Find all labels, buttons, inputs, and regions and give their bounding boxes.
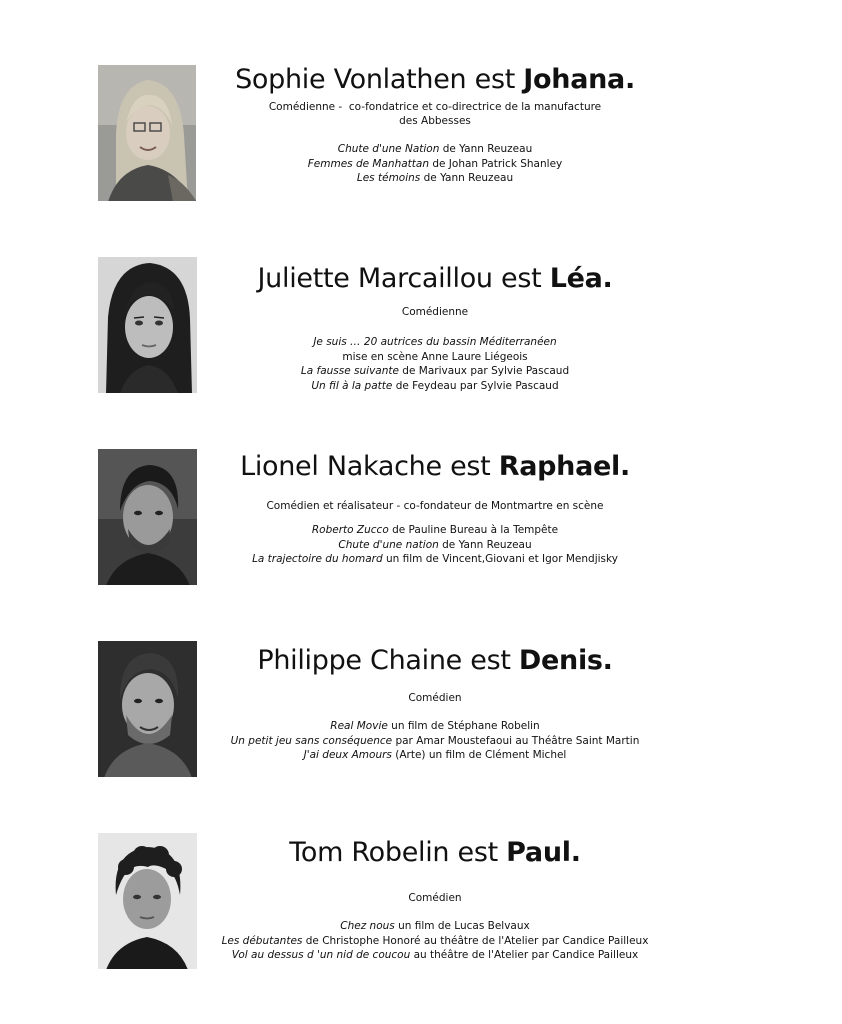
work-item: [220, 552, 650, 567]
cast-info: [220, 263, 650, 393]
role-line: Comédien: [408, 892, 462, 904]
work-credit: de Pauline Bureau à la Tempête: [388, 524, 559, 536]
portrait-photo: [98, 641, 197, 777]
work-item: [220, 364, 650, 379]
portrait-woman-icon: [98, 65, 196, 201]
work-item: [220, 538, 650, 553]
actor-name: Philippe Chaine: [257, 645, 462, 676]
est-word: est: [441, 451, 499, 482]
portrait-photo: [98, 65, 196, 201]
work-title: Real Movie: [330, 720, 388, 732]
work-item: [220, 734, 650, 749]
work-credit: de Feydeau par Sylvie Pascaud: [392, 379, 559, 392]
role-line: des Abbesses: [399, 115, 471, 127]
role-description: [220, 891, 650, 905]
cast-headline: [220, 645, 650, 677]
cast-info: [220, 64, 650, 186]
works-list: [220, 719, 650, 763]
works-list: [220, 142, 650, 186]
cast-headline: [220, 451, 650, 483]
work-credit: de Marivaux par Sylvie Pascaud: [398, 365, 570, 377]
cast-info: [220, 837, 650, 963]
character-name: Léa.: [549, 263, 613, 294]
est-word: est: [449, 837, 507, 868]
role-description: [220, 691, 650, 705]
character-name: Denis.: [518, 645, 613, 676]
work-item: [220, 157, 650, 172]
character-name: Raphael.: [498, 451, 630, 482]
work-credit: un film de Stéphane Robelin: [387, 720, 540, 732]
work-title: Chute d'une nation: [338, 538, 439, 551]
work-item: [220, 379, 650, 394]
work-title: Les témoins: [356, 172, 421, 184]
work-credit: de Johan Patrick Shanley: [429, 157, 563, 170]
role-description: [220, 499, 650, 513]
work-item: [220, 919, 650, 934]
actor-name: Juliette Marcaillou: [257, 263, 493, 294]
portrait-photo: [98, 449, 197, 585]
work-credit: de Yann Reuzeau: [439, 143, 533, 155]
work-title: Roberto Zucco: [311, 524, 389, 536]
work-title: Vol au dessus d 'un nid de coucou: [231, 949, 411, 961]
work-title: Un petit jeu sans conséquence: [230, 734, 393, 747]
work-credit: mise en scène Anne Laure Liégeois: [342, 350, 528, 363]
work-item: [220, 350, 650, 365]
work-title: La trajectoire du homard: [252, 553, 383, 565]
works-list: [220, 919, 650, 963]
portrait-woman-icon: [98, 257, 197, 393]
role-line: Comédienne: [401, 306, 469, 318]
work-item: [220, 748, 650, 763]
work-title: Je suis … 20 autrices du bassin Méditerranéen: [313, 336, 557, 348]
work-title: Un fil à la patte: [311, 379, 393, 392]
work-title: J'ai deux Amours: [303, 749, 392, 761]
work-item: [220, 934, 650, 949]
work-title: Chute d'une Nation: [337, 143, 440, 155]
portrait-man-icon: [98, 449, 197, 585]
role-line: Comédienne - co-fondatrice et co-directrice de la manufacture: [268, 101, 602, 113]
work-item: [220, 171, 650, 186]
work-credit: un film de Vincent,Giovani et Igor Mendjisky: [382, 553, 618, 565]
work-credit: de Yann Reuzeau: [438, 538, 532, 551]
est-word: est: [466, 64, 524, 95]
work-credit: de Christophe Honoré au théâtre de l'Atelier par Candice Pailleux: [302, 934, 649, 947]
portrait-young-man-icon: [98, 833, 197, 969]
work-credit: par Amar Moustefaoui au Théâtre Saint Martin: [392, 734, 640, 747]
work-item: [220, 948, 650, 963]
portrait-photo: [98, 833, 197, 969]
work-item: [220, 523, 650, 538]
portrait-photo: [98, 257, 197, 393]
work-item: [220, 142, 650, 157]
role-description: [220, 305, 650, 319]
character-name: Paul.: [506, 837, 581, 868]
role-line: Comédien et réalisateur - co-fondateur de Montmartre en scène: [266, 500, 604, 512]
cast-headline: [220, 263, 650, 295]
actor-name: Sophie Vonlathen: [235, 64, 467, 95]
works-list: [220, 335, 650, 393]
est-word: est: [492, 263, 550, 294]
actor-name: Lionel Nakache: [240, 451, 442, 482]
work-credit: (Arte) un film de Clément Michel: [391, 749, 567, 761]
work-item: [220, 719, 650, 734]
work-title: La fausse suivante: [300, 365, 399, 377]
works-list: [220, 523, 650, 567]
role-description: [220, 100, 650, 128]
cast-headline: [220, 64, 650, 96]
work-title: Femmes de Manhattan: [307, 157, 429, 170]
work-title: Les débutantes: [221, 934, 303, 947]
work-title: Chez nous: [340, 920, 395, 932]
cast-info: [220, 645, 650, 763]
work-item: [220, 335, 650, 350]
role-line: Comédien: [408, 692, 462, 704]
cast-info: [220, 451, 650, 567]
actor-name: Tom Robelin: [289, 837, 450, 868]
work-credit: au théâtre de l'Atelier par Candice Pailleux: [410, 949, 639, 961]
work-credit: de Yann Reuzeau: [420, 172, 514, 184]
work-credit: un film de Lucas Belvaux: [394, 920, 530, 932]
est-word: est: [461, 645, 519, 676]
portrait-man-icon: [98, 641, 197, 777]
character-name: Johana.: [523, 64, 635, 95]
cast-headline: [220, 837, 650, 869]
